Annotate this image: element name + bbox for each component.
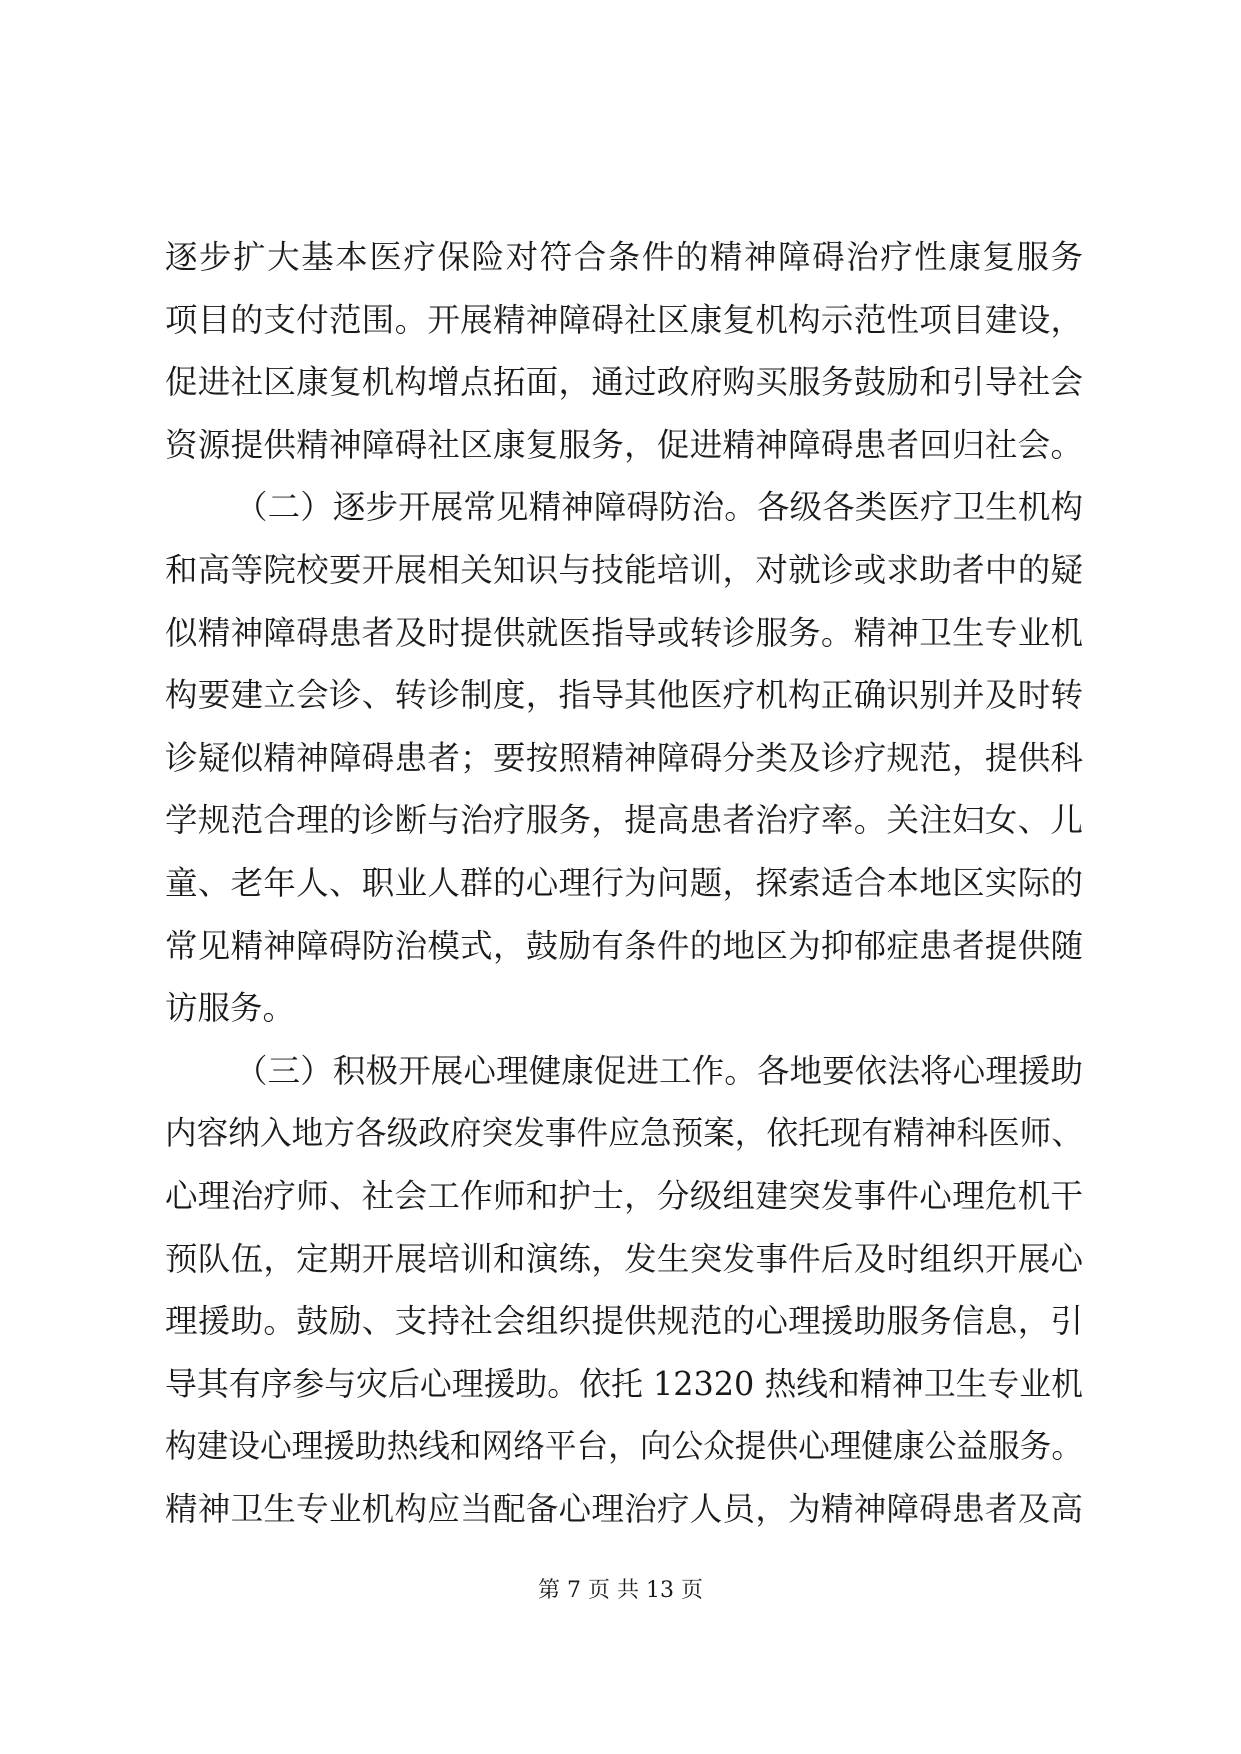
body-text xyxy=(165,226,1083,1540)
text-line: 内容纳入地方各级政府突发事件应急预案，依托现有精神科医师、 xyxy=(165,1114,1084,1153)
text-line: 访服务。 xyxy=(165,989,296,1028)
page-footer xyxy=(0,1576,1241,1606)
text-line: 构建设心理援助热线和网络平台，向公众提供心理健康公益服务。 xyxy=(165,1427,1084,1466)
section-heading-line: （二）逐步开展常见精神障碍防治。各级各类医疗卫生机构 xyxy=(235,488,1083,527)
text-line: 学规范合理的诊断与治疗服务，提高患者治疗率。关注妇女、儿 xyxy=(165,801,1083,840)
text-line: 资源提供精神障碍社区康复服务，促进精神障碍患者回归社会。 xyxy=(165,425,1083,464)
text-line: 和高等院校要开展相关知识与技能培训，对就诊或求助者中的疑 xyxy=(165,550,1083,589)
text-line: 似精神障碍患者及时提供就医指导或转诊服务。精神卫生专业机 xyxy=(165,613,1083,652)
text-line: 构要建立会诊、转诊制度，指导其他医疗机构正确识别并及时转 xyxy=(165,676,1083,715)
text-line: 逐步扩大基本医疗保险对符合条件的精神障碍治疗性康复服务 xyxy=(165,238,1083,276)
text-line: 童、老年人、职业人群的心理行为问题，探索适合本地区实际的 xyxy=(165,863,1083,902)
text-line: 诊疑似精神障碍患者；要按照精神障碍分类及诊疗规范，提供科 xyxy=(165,738,1083,777)
page-number: 第 7 页 共 13 页 xyxy=(538,1578,703,1603)
text-line: 理援助。鼓励、支持社会组织提供规范的心理援助服务信息，引 xyxy=(165,1302,1083,1341)
text-line: 促进社区康复机构增点拓面，通过政府购买服务鼓励和引导社会 xyxy=(165,363,1083,402)
text-line: 心理治疗师、社会工作师和护士，分级组建突发事件心理危机干 xyxy=(165,1176,1083,1215)
text-line: 项目的支付范围。开展精神障碍社区康复机构示范性项目建设， xyxy=(165,300,1083,339)
text-line: 精神卫生专业机构应当配备心理治疗人员，为精神障碍患者及高 xyxy=(165,1489,1083,1528)
text-line: 导其有序参与灾后心理援助。依托 12320 热线和精神卫生专业机 xyxy=(165,1364,1084,1403)
text-line: 常见精神障碍防治模式，鼓励有条件的地区为抑郁症患者提供随 xyxy=(165,926,1083,965)
section-heading-line: （三）积极开展心理健康促进工作。各地要依法将心理援助 xyxy=(235,1051,1083,1090)
text-line: 预队伍，定期开展培训和演练，发生突发事件后及时组织开展心 xyxy=(165,1239,1083,1278)
